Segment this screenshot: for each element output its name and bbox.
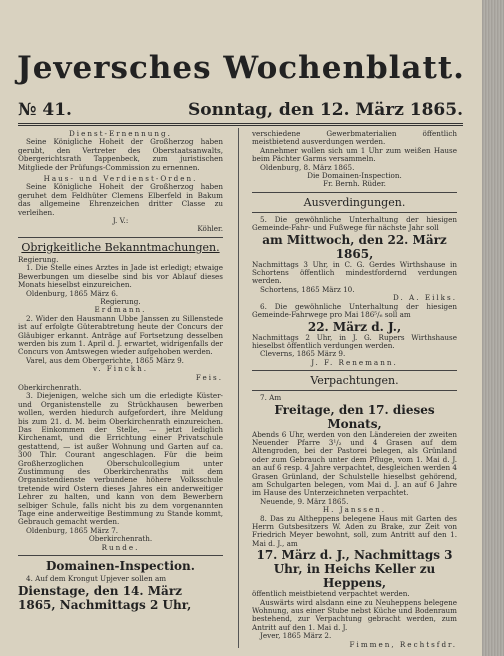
paragraph: 7. Am <box>260 393 282 403</box>
signature: Fimmen, Rechtsfdr. <box>349 639 457 649</box>
paragraph: 4. Auf dem Krongut Upjever sollen am <box>26 574 167 584</box>
right-column <box>252 130 457 649</box>
dateline: Oldenburg, 1865 März 6. <box>26 288 119 298</box>
dateline: Jever, 1865 März 2. <box>260 631 332 641</box>
dateline: Oldenburg, 1865 März 7. <box>26 525 119 535</box>
paragraph: Seine Königliche Hoheit der Großherzog haben gerubt, den Vertreter des Oberstaatsanwalts, Obergerichtsrath Tappenbeck, zum juristischen Mitgliede der Prüfungs-Commission zu ernennen. <box>18 137 223 172</box>
section-title-dienst: Dienst-Ernennung. <box>69 129 172 138</box>
section-title-domainen: Domainen-Inspection. <box>46 559 195 574</box>
divider <box>252 390 457 391</box>
paragraph: 3. Diejenigen, welche sich um die erledigte Küster- und Organistenstelle zu Strückhausen bewerben wollen, werden hiedurch aufgefordert, ihre Meldung bis zum 21. d. M. beim Oberkirchenrath einzureichen. Das Einkommen der Stelle, — jetzt lediglich Kirchenamt, und die Errichtung einer Privatschule gestattend, — ist außer Wohnung und Garten auf ca. 300 Thlr. Courant angeschlagen. Für die beim Großherzoglichen Oberschulcollegium unter Zustimmung des Oberkirchenraths mit dem Organistendienste verbundene höhere Volksschule tretende wird Ostern dieses Jahres ein anderweitiger Lehrer zu halten, und kann von dem Bewerbern selbiger Schule, falls nicht bis zu dem vorgenannten Tage eine anderweitige Bestimmung zu Stande kommt, Gebrauch gemacht werden. <box>18 391 223 527</box>
paragraph: Auswärts wird alsdann eine zu Neuheppens belegene Wohnung, aus einer Stube nebst Küche und Bodenraum bestehend, zur Verpachtung gebracht werden, zum Antritt auf den 1. Mai d. J. <box>252 597 457 632</box>
issue-date: Sonntag, den 12. März 1865. <box>188 100 463 120</box>
signature: D. A. Eilks. <box>392 293 457 303</box>
subhead-oberkirchenrath: Oberkirchenrath. <box>18 382 82 392</box>
section-title-verpachtungen: Verpachtungen. <box>310 374 399 388</box>
signature: Runde. <box>101 542 140 552</box>
divider <box>252 370 457 371</box>
signature: Feis. <box>195 372 223 382</box>
paragraph: öffentlich meistbietend verpachtet werden. <box>252 589 410 599</box>
dateline: Neuende, 9. März 1865. <box>260 496 349 506</box>
signature: v. Finckh. <box>93 364 148 374</box>
section-title-orden: Haus- und Verdienst-Orden. <box>43 174 198 184</box>
section-title-obrigkeit: Obrigkeitliche Bekanntmachungen. <box>21 240 220 254</box>
signature: Fr. Bernh. Rüder. <box>323 179 386 189</box>
issue-line <box>18 100 463 120</box>
signature: Erdmann. <box>94 305 147 315</box>
divider <box>18 237 223 238</box>
org-label: Oberkirchenrath. <box>88 534 153 544</box>
big-date: am Mittwoch, den 22. März 1865, <box>262 232 447 261</box>
divider <box>18 555 223 556</box>
big-date: 22. März d. J., <box>307 319 402 334</box>
subhead-regierung: Regierung. <box>18 254 59 264</box>
signature: H. Janssen. <box>322 505 387 515</box>
paragraph: Seine Königliche Hoheit der Großherzog haben geruhet dem Feldhüter Clemens Elberfeld in Bakum das allgemeine Ehrenzeichen dritter Classe zu verleihen. <box>18 182 223 217</box>
divider <box>252 212 457 213</box>
jv-label: J. V.: <box>112 216 129 226</box>
big-date: Dienstage, den 14. März 1865, Nachmittags 2 Uhr, <box>18 583 192 612</box>
big-date: Freitage, den 17. dieses Monats, <box>274 402 435 431</box>
divider <box>252 192 457 193</box>
big-date: 17. März d. J., Nachmittags 3 Uhr, in Heichs Keller zu Heppens, <box>256 548 453 591</box>
dateline: Oldenburg, 8. März 1865. <box>260 162 355 172</box>
signature: Köhler. <box>197 224 223 234</box>
paragraph: Abends 6 Uhr, werden von den Ländereien der zweiten Neuender Pfarre 3¹/₂ und 4 Grasen auf dem Altengroden, bei der Pastorei belegen, als Grünland oder zum Gebrauch unter dem Pfluge, vom 1. Mai d. J. an auf 6 resp. 4 Jahre verpachtet, desgleichen werden 4 Grasen Grünland, der Schulstelle hieselbst gehörend, am Schulgarten belegen, vom Mai d. J. an auf 6 Jahre im Hause des Unterzeichneten verpachtet. <box>252 429 457 498</box>
paragraph: verschiedene Gewerbmaterialien öffentlich meistbietend ausverdungen werden. <box>252 129 457 147</box>
paragraph: Nachmittags 2 Uhr, in J. G. Rupers Wirthshause hieselbst öffentlich verdungen werden. <box>252 332 457 350</box>
issue-number: № 41. <box>18 100 72 120</box>
book-edge <box>482 0 504 656</box>
org-label: Regierung. <box>100 296 141 306</box>
header-rule <box>18 123 463 126</box>
paragraph: 5. Die gewöhnliche Unterhaltung der hiesigen Gemeinde-Fahr- und Fußwege für nächste Jahr soll <box>252 214 457 233</box>
section-title-ausverdingungen: Ausverdingungen. <box>303 195 406 209</box>
paragraph: Nachmittags 3 Uhr, in C. G. Gerdes Wirthshause in Schortens öffentlich mindestfordernd verdungen werden. <box>252 259 457 286</box>
paragraph: 6. Die gewöhnliche Unterhaltung der hiesigen Gemeinde-Fahrwege pro Mai 186⁵/₆ soll am <box>252 301 457 320</box>
left-column <box>18 130 223 612</box>
signature: J. F. Renemann. <box>311 357 398 367</box>
paragraph: 1. Die Stelle eines Arztes in Jade ist erledigt; etwaige Bewerbungen um dieselbe sind bis vor Ablauf dieses Monats hieselbst einzureichen. <box>18 263 223 290</box>
column-divider <box>238 128 239 648</box>
org-label: Die Domainen-Inspection. <box>307 171 402 181</box>
paragraph: Annehmer wollen sich um 1 Uhr zum weißen Hause beim Pächter Garms versammeln. <box>252 145 457 164</box>
dateline: Schortens, 1865 März 10. <box>260 284 355 294</box>
dateline: Varel, aus dem Obergerichte, 1865 März 9. <box>26 355 184 365</box>
dateline: Cleverns, 1865 März 9. <box>260 349 346 359</box>
masthead: Jeversches Wochenblatt. <box>17 50 465 86</box>
paragraph: 2. Wider den Hausmann Ubbe Janssen zu Sillenstede ist auf erfolgte Güterabtretung heute der Concurs der Gläubiger erkannt. Anträge auf Fortsetzung desselben werden bis zum 1. April d. J. erwartet, widrigenfalls der Concurs von Amtswegen wieder aufgehoben werden. <box>18 313 223 357</box>
paragraph: 8. Das zu Altheppens belegene Haus mit Garten des Herrn Gutsbesitzers W. Aden zu Brake, zur Zeit von Friedrich Meyer bewohnt, soll, zum Antritt auf den 1. Mai d. J., am <box>252 513 457 548</box>
